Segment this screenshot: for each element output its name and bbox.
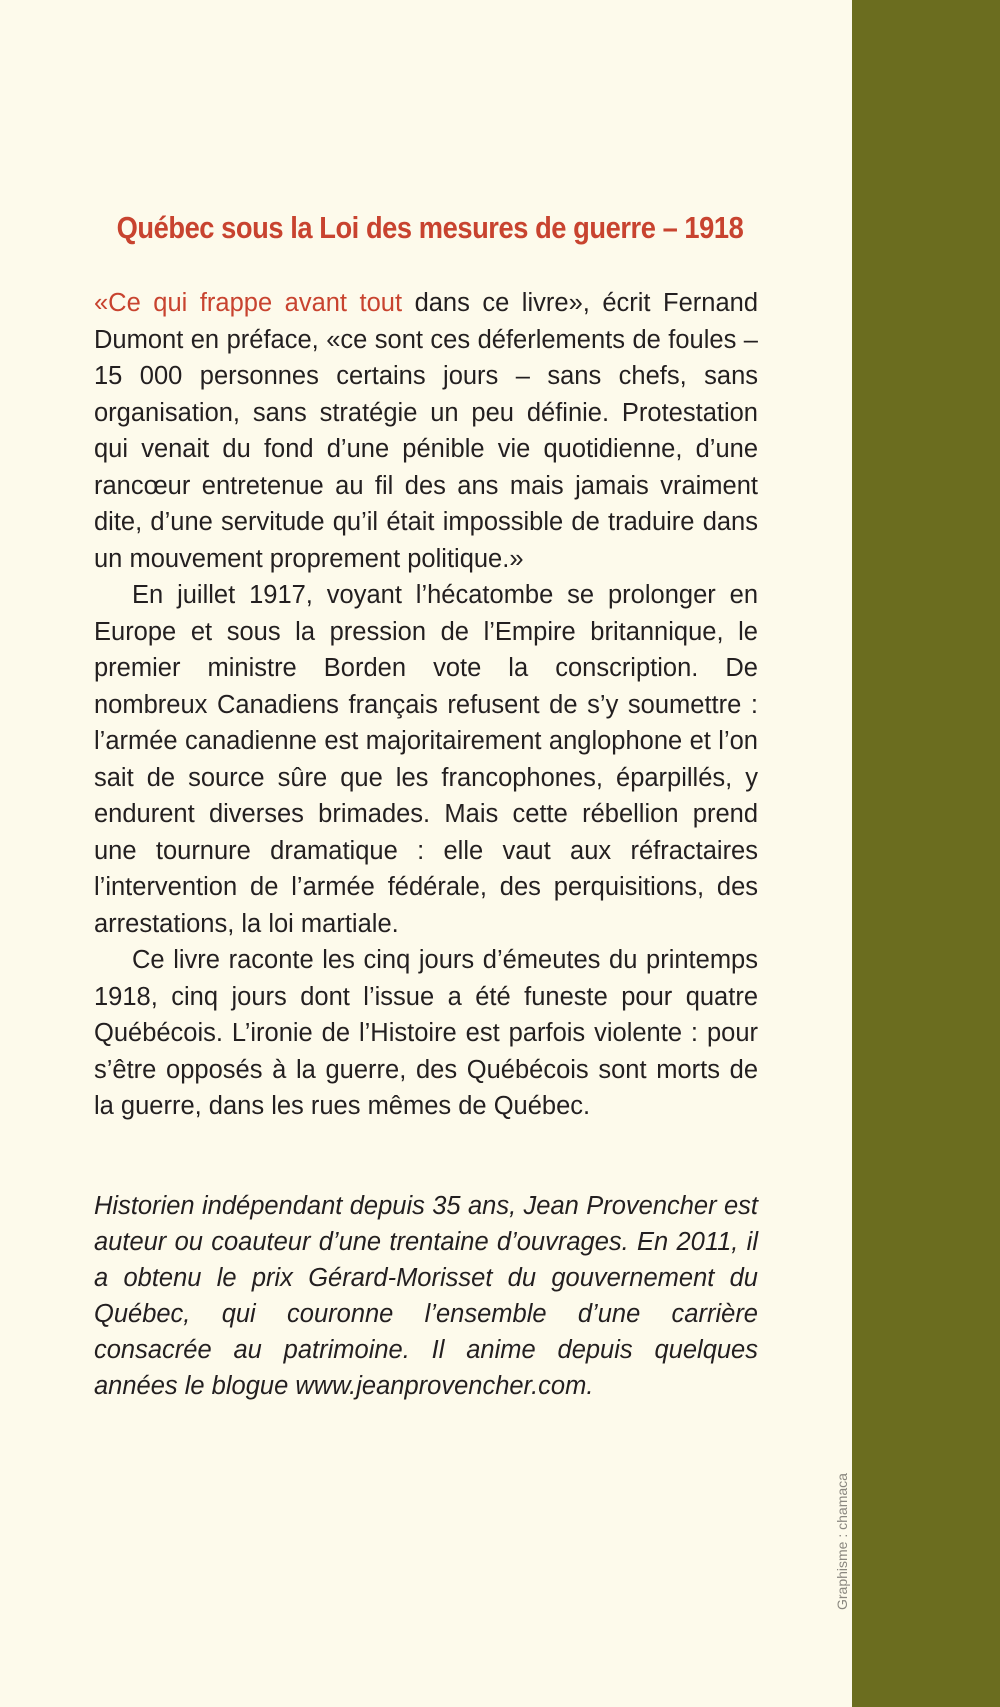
quote-rest: dans ce livre», écrit Fernand Dumont en préface, «ce sont ces déferlements de foules – 15 000 personnes certains jours – sans chefs, sans organisation, sans stratégie un peu définie. Protestation qui venait du fond d’une pénible vie quotidienne, d’une rancœur entretenue au fil des ans mais jamais vraiment dite, d’une servitude qu’il était impossible de traduire dans un mouvement proprement politique.» — [94, 289, 758, 573]
olive-spine-band — [852, 0, 1000, 1707]
summary-paragraph-3: Ce livre raconte les cinq jours d’émeutes du printemps 1918, cinq jours dont l’issue a été funeste pour quatre Québécois. L’ironie de l’Histoire est parfois violente : pour s’être opposés à la guerre, des Québécois sont morts de la guerre, dans les rues mêmes de Québec. — [94, 946, 758, 1120]
author-bio: Historien indépendant depuis 35 ans, Jean Provencher est auteur ou coauteur d’une trentaine d’ouvrages. En 2011, il a obtenu le prix Gérard-Morisset du gouvernement du Québec, qui couronne l’ensemble d’une carrière consacrée au patrimoine. Il anime depuis quelques années le blogue www.jeanprovencher.com. — [94, 1192, 758, 1400]
book-title: Québec sous la Loi des mesures de guerre – 1918 — [116, 210, 744, 245]
design-credit: Graphisme : chamaca — [834, 1473, 850, 1610]
summary-paragraph-2: En juillet 1917, voyant l’hécatombe se prolonger en Europe et sous la pression de l’Empire britannique, le premier ministre Borden vote la conscription. De nombreux Canadiens français refusent de s’y soumettre : l’armée canadienne est majoritairement anglophone et l’on sait de source sûre que les francophones, éparpillés, y endurent diverses brimades. Mais cette rébellion prend une tournure dramatique : elle vaut aux réfractaires l’intervention de l’armée fédérale, des perquisitions, des arrestations, la loi martiale. — [94, 581, 758, 938]
quote-lead: «Ce qui frappe avant tout — [94, 289, 403, 317]
book-summary — [94, 285, 758, 1125]
summary-paragraph-1 — [94, 285, 758, 577]
